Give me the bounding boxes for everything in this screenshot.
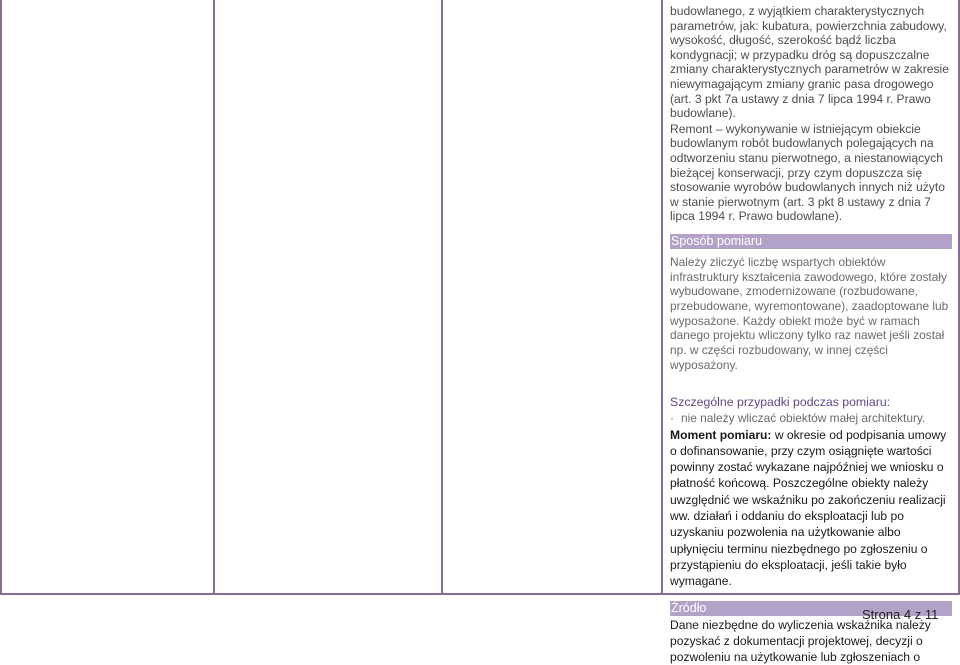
method-paragraph: Należy zliczyć liczbę wspartych obiektów infrastruktury kształcenia zawodowego, które zostały wybudowane, zmodernizowane (rozbudowane, przebudowane, wyremontowane), zaadoptowane lub wyposażone. Każdy obiekt może być w ramach danego projektu wliczony tylko raz nawet jeśli został np. w części rozbudowany, w innej części wyposażony. <box>670 255 952 373</box>
moment-label: Moment pomiaru: <box>670 428 771 442</box>
bullet-dot: · <box>670 411 674 425</box>
table-border-left <box>0 0 2 595</box>
source-paragraph: Dane niezbędne do wyliczenia wskaźnika należy pozyskać z dokumentacji projektowej, decyzji o pozwoleniu na użytkowanie lub zgłoszeniach o <box>670 617 952 665</box>
moment-paragraph <box>670 427 952 590</box>
section-header-bar <box>670 234 952 249</box>
moment-text: w okresie od podpisania umowy o dofinansowanie, przy czym osiągnięte wartości powinny zostać wykazane najpóźniej we wniosku o płatność końcową. Poszczególne obiekty należy uwzględnić we wskaźniku po zakończeniu realizacji ww. działań i oddaniu do eksploatacji lub po uzyskaniu pozwolenia na użytkowanie albo upłynięciu terminu niezbędnego po zgłoszeniu o przystąpieniu do eksploatacji, jeśli takie było wymagane. <box>670 428 946 589</box>
remont-definition-paragraph: Remont – wykonywanie w istniejącym obiekcie budowlanym robót budowlanych polegających na odtworzeniu stanu pierwotnego, a niestanowiących bieżącej konserwacji, przy czym dopuszcza się stosowanie wyrobów budowlanych innych niż użyto w stanie pierwotnym (art. 3 pkt 8 ustawy z dnia 7 lipca 1994 r. Prawo budowlane). <box>670 122 952 224</box>
table-column-divider <box>441 0 443 595</box>
definition-paragraph: budowlanego, z wyjątkiem charakterystycznych parametrów, jak: kubatura, powierzchnia zabudowy, wysokość, długość, szerokość bądź liczba kondygnacji; w przypadku dróg są dopuszczalne zmiany charakterystycznych parametrów w zakresie niewymagającym zmiany granic pasa drogowego (art. 3 pkt 7a ustawy z dnia 7 lipca 1994 r. Prawo budowlane). <box>670 4 952 121</box>
description-column <box>670 4 952 665</box>
page-number: Strona 4 z 11 <box>862 607 938 622</box>
bullet-item <box>670 411 952 426</box>
section-title-source: Źródło <box>671 601 706 615</box>
table-column-divider <box>661 0 663 595</box>
section-title-method: Sposób pomiaru <box>671 234 762 248</box>
bullet-text: nie należy wliczać obiektów małej architektury. <box>681 411 925 425</box>
table-column-divider <box>213 0 215 595</box>
special-cases-title: Szczególne przypadki podczas pomiaru: <box>670 395 952 410</box>
